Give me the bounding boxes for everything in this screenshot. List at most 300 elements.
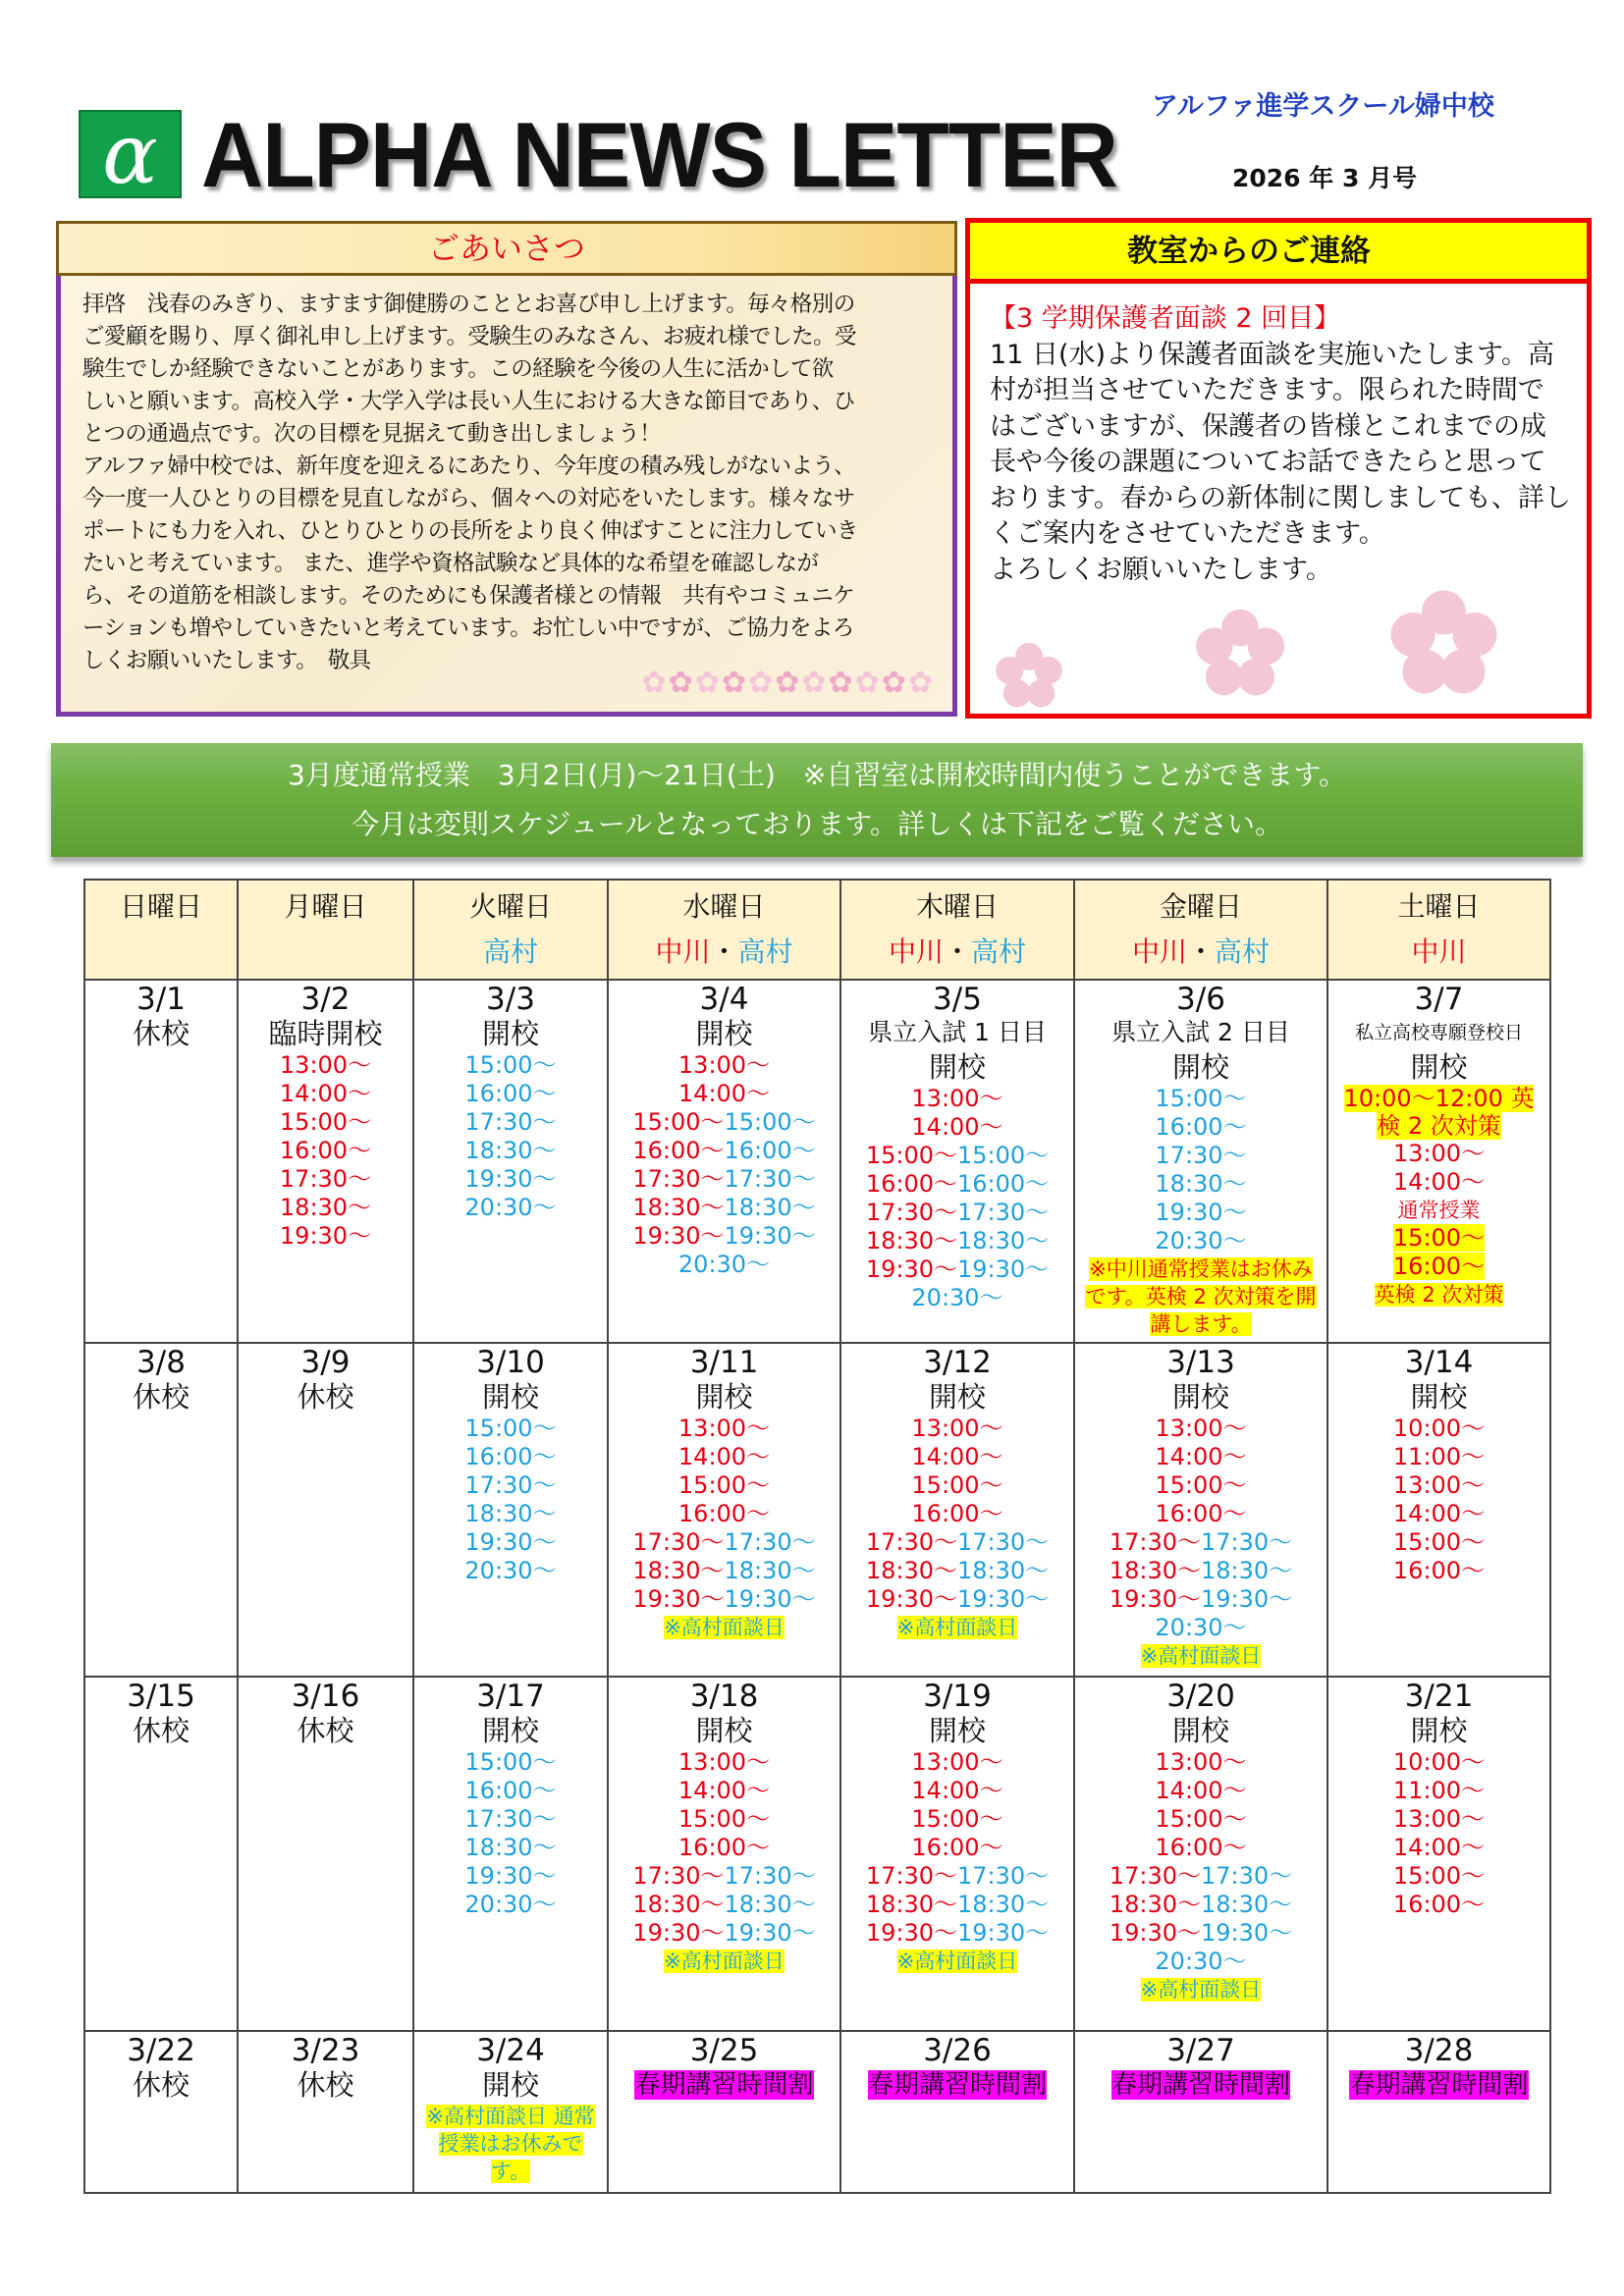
day-status-text: 休校: [297, 1380, 354, 1414]
time-slot: [609, 1500, 839, 1528]
note-text: ※高村面談日: [896, 1616, 1018, 1639]
time-slot: [609, 1165, 839, 1194]
day-cell: [238, 1343, 413, 1677]
time-slot: [414, 1748, 607, 1777]
day-status-text: 臨時開校: [268, 1017, 383, 1050]
time-text: 18:30～: [464, 1500, 557, 1527]
time-slot: [239, 1051, 412, 1080]
time-text: 17:30～: [724, 1165, 816, 1193]
weekday-name: 水曜日: [682, 890, 766, 923]
time-text: 18:30～: [632, 1891, 725, 1918]
teacher-name: ・: [1186, 935, 1215, 968]
time-slot: [239, 1108, 412, 1137]
day-date: 3/14: [1404, 1345, 1474, 1380]
time-text: 16:00～: [1155, 1834, 1247, 1861]
time-slot: [609, 1251, 839, 1279]
day-status-text: 春期講習時間割: [1110, 2070, 1290, 2100]
day-date: 3/5: [933, 982, 982, 1017]
day-cell: [840, 980, 1074, 1343]
time-text: 17:30～: [724, 1862, 816, 1890]
time-text: 20:30～: [1155, 1227, 1247, 1255]
time-text: 19:30～: [724, 1222, 816, 1250]
day-status: [1328, 1049, 1549, 1085]
day-status-text: 休校: [132, 1017, 189, 1050]
note-text: ※高村面談日: [1140, 1644, 1262, 1668]
time-text: 15:00～: [464, 1748, 557, 1776]
greeting-line: ポートにも力を入れ、ひとりひとりの長所をより良く伸ばすことに注力していき: [82, 518, 858, 544]
day-date: 3/23: [291, 2033, 360, 2068]
time-text: 18:30～: [632, 1557, 725, 1584]
time-slot: [609, 1919, 839, 1948]
time-text: 17:30～: [724, 1528, 816, 1556]
day-cell: [608, 2031, 840, 2193]
time-slot: [1075, 1805, 1326, 1834]
time-slot: [414, 1862, 607, 1891]
day-status: [85, 1713, 237, 1748]
sakura-decoration-icon: ✿✿✿✿✿✿✿✿✿✿✿: [641, 666, 935, 700]
weekday-header: [1074, 880, 1327, 980]
time-text: 14:00～: [677, 1080, 771, 1107]
note-text: ※高村面談日: [896, 1949, 1018, 1973]
time-slot: [609, 1805, 839, 1834]
time-text: 17:30～: [1109, 1862, 1201, 1890]
sakura-icon: [1186, 606, 1294, 704]
time-slot: [841, 1284, 1073, 1312]
teacher-name: ・: [943, 935, 971, 968]
day-status-text: 春期講習時間割: [867, 2070, 1047, 2100]
cell-note: [414, 2103, 607, 2185]
teacher-name: 中川: [1131, 935, 1187, 968]
issue-date: 2026 年 3 月号: [1232, 164, 1418, 192]
time-text: 20:30～: [464, 1557, 557, 1584]
time-text: 17:30～: [464, 1108, 557, 1136]
time-text: 16:00～: [632, 1137, 725, 1164]
day-cell: [84, 1677, 238, 2031]
day-date: 3/13: [1166, 1345, 1235, 1380]
time-text: 17:30～: [865, 1862, 957, 1890]
time-text: 19:30～: [1201, 1919, 1293, 1947]
day-cell: [84, 2031, 238, 2193]
time-slot: [609, 1194, 839, 1222]
greeting-line: 験生でしか経験できないことがあります。この経験を今後の人生に活かして欲: [82, 356, 834, 382]
time-text: 18:30～: [464, 1137, 557, 1164]
time-slot: [239, 1194, 412, 1222]
time-slot: [1075, 1614, 1326, 1642]
time-text: 18:30～: [724, 1891, 816, 1918]
time-slot: [1075, 1199, 1326, 1227]
day-status: [841, 1713, 1073, 1748]
time-slot: [414, 1194, 607, 1222]
greeting-title: ごあいさつ: [56, 221, 957, 276]
time-slot: [414, 1777, 607, 1805]
note-text: ※高村面談日: [664, 1949, 785, 1973]
time-slot: [414, 1471, 607, 1500]
time-slot: [414, 1051, 607, 1080]
week-row: [84, 1677, 1550, 2031]
day-date: 3/6: [1176, 982, 1225, 1017]
time-text: 16:00～: [279, 1137, 372, 1164]
time-text: 14:00～: [911, 1113, 1003, 1141]
time-slot: [1328, 1862, 1549, 1891]
time-slot: [1328, 1748, 1549, 1777]
time-text: 14:00～: [911, 1443, 1003, 1470]
time-slot: [1328, 1557, 1549, 1585]
time-slot: [841, 1471, 1073, 1500]
time-text: 16:00～: [677, 1834, 771, 1861]
time-text: 17:30～: [279, 1165, 372, 1193]
time-text: 18:30～: [464, 1834, 557, 1861]
time-text: 18:30～: [1201, 1557, 1293, 1584]
day-status: [414, 1379, 607, 1415]
time-text: 16:00～: [865, 1170, 957, 1198]
day-date: 3/17: [476, 1679, 545, 1714]
time-text: 18:30～: [1109, 1557, 1201, 1584]
sakura-icon: [1382, 586, 1505, 704]
time-text: 18:30～: [957, 1891, 1050, 1918]
time-slot: [414, 1528, 607, 1557]
time-slot: [1075, 1862, 1326, 1891]
time-slot: [239, 1137, 412, 1165]
day-status: [1328, 1379, 1549, 1415]
time-text: 13:00～: [677, 1748, 771, 1776]
time-slot: [1328, 1834, 1549, 1862]
day-status-text: 開校: [481, 1714, 539, 1747]
greeting-text: [82, 289, 939, 677]
time-text: 16:00～: [1155, 1500, 1247, 1527]
weekday-header: [608, 880, 840, 980]
time-text: 17:30～: [1109, 1528, 1201, 1556]
greeting-line: ら、その道筋を相談します。そのためにも保護者様との情報 共有やコミュニケ: [82, 583, 855, 609]
time-slot: [609, 1471, 839, 1500]
time-slot: [414, 1108, 607, 1137]
time-slot: [1075, 1227, 1326, 1255]
time-slot: [841, 1227, 1073, 1255]
day-status: [239, 1379, 412, 1415]
time-slot: [239, 1080, 412, 1108]
time-slot: [609, 1834, 839, 1862]
day-status-text: 開校: [1410, 1714, 1468, 1747]
day-date: 3/27: [1166, 2033, 1235, 2068]
time-text: 13:00～: [911, 1085, 1003, 1112]
time-text: 11:00～: [1392, 1777, 1486, 1804]
day-cell: [840, 1677, 1074, 2031]
time-slot: [1328, 1891, 1549, 1919]
teacher-name: 高村: [482, 935, 538, 968]
time-text: 15:00～: [1155, 1805, 1247, 1833]
time-text: 19:30～: [957, 1255, 1050, 1283]
time-text: 13:00～: [1392, 1140, 1486, 1167]
day-cell: [413, 1677, 608, 2031]
contact-line: くご案内をさせていただきます。: [990, 518, 1385, 549]
time-text: 19:30～: [865, 1585, 957, 1613]
time-text: 17:30～: [957, 1199, 1050, 1226]
time-text: 18:30～: [865, 1557, 957, 1584]
time-slot: [1075, 1834, 1326, 1862]
time-slot: [609, 1777, 839, 1805]
day-date: 3/20: [1166, 1679, 1235, 1714]
day-cell: [608, 1677, 840, 2031]
time-slot: [609, 1891, 839, 1919]
time-slot: [841, 1528, 1073, 1557]
day-cell: [1074, 1677, 1327, 2031]
greeting-line: しいと願います。高校入学・大学入学は長い人生における大きな節目であり、ひ: [82, 389, 855, 414]
time-text: 15:00～: [724, 1108, 816, 1136]
teacher-names: [239, 930, 412, 975]
teacher-name: 高村: [971, 935, 1027, 968]
day-cell: [238, 1677, 413, 2031]
time-text: 15:00～: [957, 1142, 1050, 1169]
teacher-name: 中川: [888, 935, 944, 968]
time-text: 18:30～: [865, 1227, 957, 1255]
time-slot: [1075, 1585, 1326, 1614]
cell-note: [609, 1948, 839, 1975]
time-slot: [1328, 1224, 1549, 1253]
time-text: 18:30～: [1109, 1891, 1201, 1918]
contact-box: [965, 218, 1592, 719]
time-text: 11:00～: [1392, 1443, 1486, 1470]
time-text: 10:00～: [1392, 1415, 1486, 1442]
schedule-table: [83, 879, 1551, 2194]
time-slot: [1075, 1415, 1326, 1443]
cell-note: [1075, 1642, 1326, 1670]
time-slot: [841, 1142, 1073, 1170]
time-slot: [414, 1443, 607, 1471]
day-status-text: 開校: [481, 1017, 539, 1050]
time-text: 17:30～: [957, 1528, 1050, 1556]
time-text: 19:30～: [464, 1862, 557, 1890]
sakura-icon: [990, 640, 1068, 714]
time-text: 19:30～: [957, 1585, 1050, 1613]
time-text: 16:00～: [957, 1170, 1050, 1198]
day-cell: [413, 1343, 608, 1677]
time-slot: [609, 1557, 839, 1585]
time-text: 20:30～: [464, 1891, 557, 1918]
week-row: [84, 2031, 1550, 2193]
time-text: 20:30～: [1155, 1614, 1247, 1641]
time-text: 19:30～: [1109, 1585, 1201, 1613]
school-name: アルファ進学スクール婦中校: [1152, 91, 1494, 122]
time-text: 15:00～: [464, 1415, 557, 1442]
time-text: 13:00～: [677, 1051, 771, 1079]
time-text: 15:00～: [1392, 1862, 1486, 1890]
greeting-line: 拝啓 浅春のみぎり、ますます御健勝のこととお喜び申し上げます。毎々格別の: [82, 292, 855, 317]
day-date: 3/8: [136, 1345, 186, 1380]
weekday-header: [413, 880, 608, 980]
time-text: 15:00～: [911, 1471, 1003, 1499]
time-text: 18:30～: [1201, 1891, 1293, 1918]
week-row: [84, 1343, 1550, 1677]
time-slot: [841, 1415, 1073, 1443]
time-text: 19:30～: [865, 1255, 957, 1283]
day-date: 3/24: [476, 2033, 545, 2068]
event-label: 県立入試 1 日目: [868, 1018, 1047, 1046]
time-text: 19:30～: [1109, 1919, 1201, 1947]
contact-line: はございますが、保護者の皆様とこれまでの成: [990, 410, 1546, 442]
time-slot: [609, 1222, 839, 1251]
day-cell: [238, 980, 413, 1343]
day-status: [1075, 1379, 1326, 1415]
day-status: [85, 1016, 237, 1051]
day-cell: [1074, 2031, 1327, 2193]
day-status-text: 開校: [928, 1050, 986, 1084]
day-status-text: 休校: [132, 1380, 189, 1414]
day-status: [239, 2067, 412, 2103]
time-slot: [1075, 1891, 1326, 1919]
time-text: 16:00～: [724, 1137, 816, 1164]
time-slot: [414, 1165, 607, 1194]
time-slot: [841, 1255, 1073, 1284]
time-text: 20:30～: [464, 1194, 557, 1221]
time-text: 18:30～: [957, 1227, 1050, 1255]
time-text: 19:30～: [1155, 1199, 1247, 1226]
time-slot: [414, 1557, 607, 1585]
time-text: 17:30～: [1155, 1142, 1247, 1169]
time-slot: [841, 1085, 1073, 1113]
event-label: 県立入試 2 日目: [1111, 1018, 1290, 1046]
time-text: 17:30～: [1201, 1528, 1293, 1556]
time-text: 15:00～: [677, 1471, 771, 1499]
greeting-line: ご愛顧を賜り、厚く御礼申し上げます。受験生のみなさん、お疲れ様でした。受: [82, 324, 856, 349]
day-date: 3/12: [923, 1345, 992, 1380]
time-slot: [841, 1834, 1073, 1862]
time-text: 19:30～: [632, 1919, 725, 1947]
weekday-name: 月曜日: [284, 890, 367, 923]
time-slot: [841, 1891, 1073, 1919]
time-slot: [1075, 1557, 1326, 1585]
day-status-text: 開校: [1171, 1714, 1229, 1747]
time-text: 14:00～: [1392, 1500, 1486, 1527]
day-date: 3/22: [127, 2033, 195, 2068]
day-status-text: 休校: [297, 1714, 354, 1747]
day-cell: [413, 980, 608, 1343]
time-text: 14:00～: [911, 1777, 1003, 1804]
time-slot: [609, 1415, 839, 1443]
time-slot: [1328, 1443, 1549, 1471]
time-text: 16:00～: [911, 1834, 1003, 1861]
day-date: 3/2: [300, 982, 351, 1017]
day-date: 3/26: [923, 2033, 992, 2068]
time-text: 20:30～: [1155, 1948, 1247, 1975]
time-slot: [609, 1585, 839, 1614]
time-slot: [841, 1443, 1073, 1471]
time-text: 13:00～: [279, 1051, 372, 1079]
contact-text: [990, 301, 1577, 588]
day-status-text: 開校: [695, 1017, 753, 1050]
time-text: 13:00～: [911, 1748, 1003, 1776]
time-text: 17:30～: [464, 1805, 557, 1833]
greeting-line: しくお願いいたします。 敬具: [82, 648, 371, 673]
weekday-header: [84, 880, 238, 980]
day-cell: [840, 1343, 1074, 1677]
cell-note: [1075, 1255, 1326, 1338]
day-status: [85, 1379, 237, 1415]
day-status: [1075, 1713, 1326, 1748]
teacher-name: 高村: [1215, 935, 1271, 968]
time-slot: [1075, 1777, 1326, 1805]
time-text: 19:30～: [632, 1585, 725, 1613]
time-text: 20:30～: [911, 1284, 1003, 1311]
cell-note: [1075, 1976, 1326, 2003]
time-slot: [1075, 1919, 1326, 1948]
time-text: 16:00～: [464, 1777, 557, 1804]
note-text: ※高村面談日: [1140, 1978, 1262, 2002]
time-slot: [414, 1834, 607, 1862]
weekday-name: 火曜日: [468, 890, 552, 923]
banner-line-2: 今月は変則スケジュールとなっております。詳しくは下記をご覧ください。: [351, 808, 1283, 840]
day-date: 3/16: [291, 1679, 360, 1714]
day-date: 3/15: [127, 1679, 195, 1714]
time-text: 18:30～: [724, 1557, 816, 1584]
contact-title: 教室からのご連絡: [970, 223, 1587, 284]
time-text: 16:00～: [464, 1443, 557, 1470]
day-status-text: 開校: [481, 1380, 539, 1414]
time-slot: [1075, 1170, 1326, 1199]
time-slot: [1075, 1528, 1326, 1557]
time-slot: [841, 1862, 1073, 1891]
contact-line: よろしくお願いいたします。: [990, 554, 1332, 585]
time-slot: [239, 1222, 412, 1251]
day-cell: [238, 2031, 413, 2193]
time-text: 16:00～: [677, 1500, 771, 1527]
day-status-text: 開校: [1171, 1050, 1229, 1084]
day-status-text: 開校: [695, 1380, 753, 1414]
teacher-name: ・: [710, 935, 738, 968]
day-date: 3/1: [136, 982, 186, 1017]
time-text: 14:00～: [1392, 1834, 1486, 1861]
day-date: 3/11: [689, 1345, 759, 1380]
day-status: [414, 2067, 607, 2103]
time-slot: [609, 1137, 839, 1165]
time-text: 18:30～: [865, 1891, 957, 1918]
day-status-text: 開校: [1410, 1380, 1468, 1414]
day-date: 3/28: [1404, 2033, 1474, 2068]
time-slot: [1328, 1415, 1549, 1443]
contact-line: 村が担当させていただきます。限られた時間で: [990, 375, 1544, 405]
day-status: [1075, 2067, 1326, 2103]
time-text: 19:30～: [1201, 1585, 1293, 1613]
time-text: 15:00～: [1155, 1085, 1247, 1112]
time-text: 14:00～: [1392, 1168, 1486, 1196]
day-status: [239, 1016, 412, 1051]
time-slot: [1075, 1085, 1326, 1113]
time-slot: [1328, 1471, 1549, 1500]
day-date: 3/9: [300, 1345, 351, 1380]
day-status: [609, 1016, 839, 1051]
time-text: 18:30～: [1155, 1170, 1247, 1198]
greeting-line: 今一度一人ひとりの目標を見直しながら、個々への対応をいたします。様々なサ: [82, 486, 855, 511]
time-slot: [414, 1080, 607, 1108]
day-status: [841, 1049, 1073, 1085]
time-text: 10:00～: [1392, 1748, 1486, 1776]
time-text: 19:30～: [724, 1919, 816, 1947]
time-text: 17:30～: [632, 1165, 725, 1193]
time-text: 15:00～: [1155, 1471, 1247, 1499]
day-status-text: 休校: [132, 1714, 189, 1747]
day-status-text: 開校: [695, 1714, 753, 1747]
time-text: 16:00～: [1155, 1113, 1247, 1141]
time-text: 19:30～: [724, 1585, 816, 1613]
time-text: 14:00～: [1155, 1443, 1247, 1470]
time-text: 19:30～: [279, 1222, 372, 1250]
day-status-text: 開校: [1410, 1050, 1468, 1084]
time-text: 15:00～: [464, 1051, 557, 1079]
time-slot: [841, 1919, 1073, 1948]
day-date: 3/3: [486, 982, 535, 1017]
event-label: 私立高校専願登校日: [1354, 1022, 1523, 1043]
time-slot: [841, 1777, 1073, 1805]
time-text: 16:00～: [911, 1500, 1003, 1527]
time-slot: [1075, 1471, 1326, 1500]
